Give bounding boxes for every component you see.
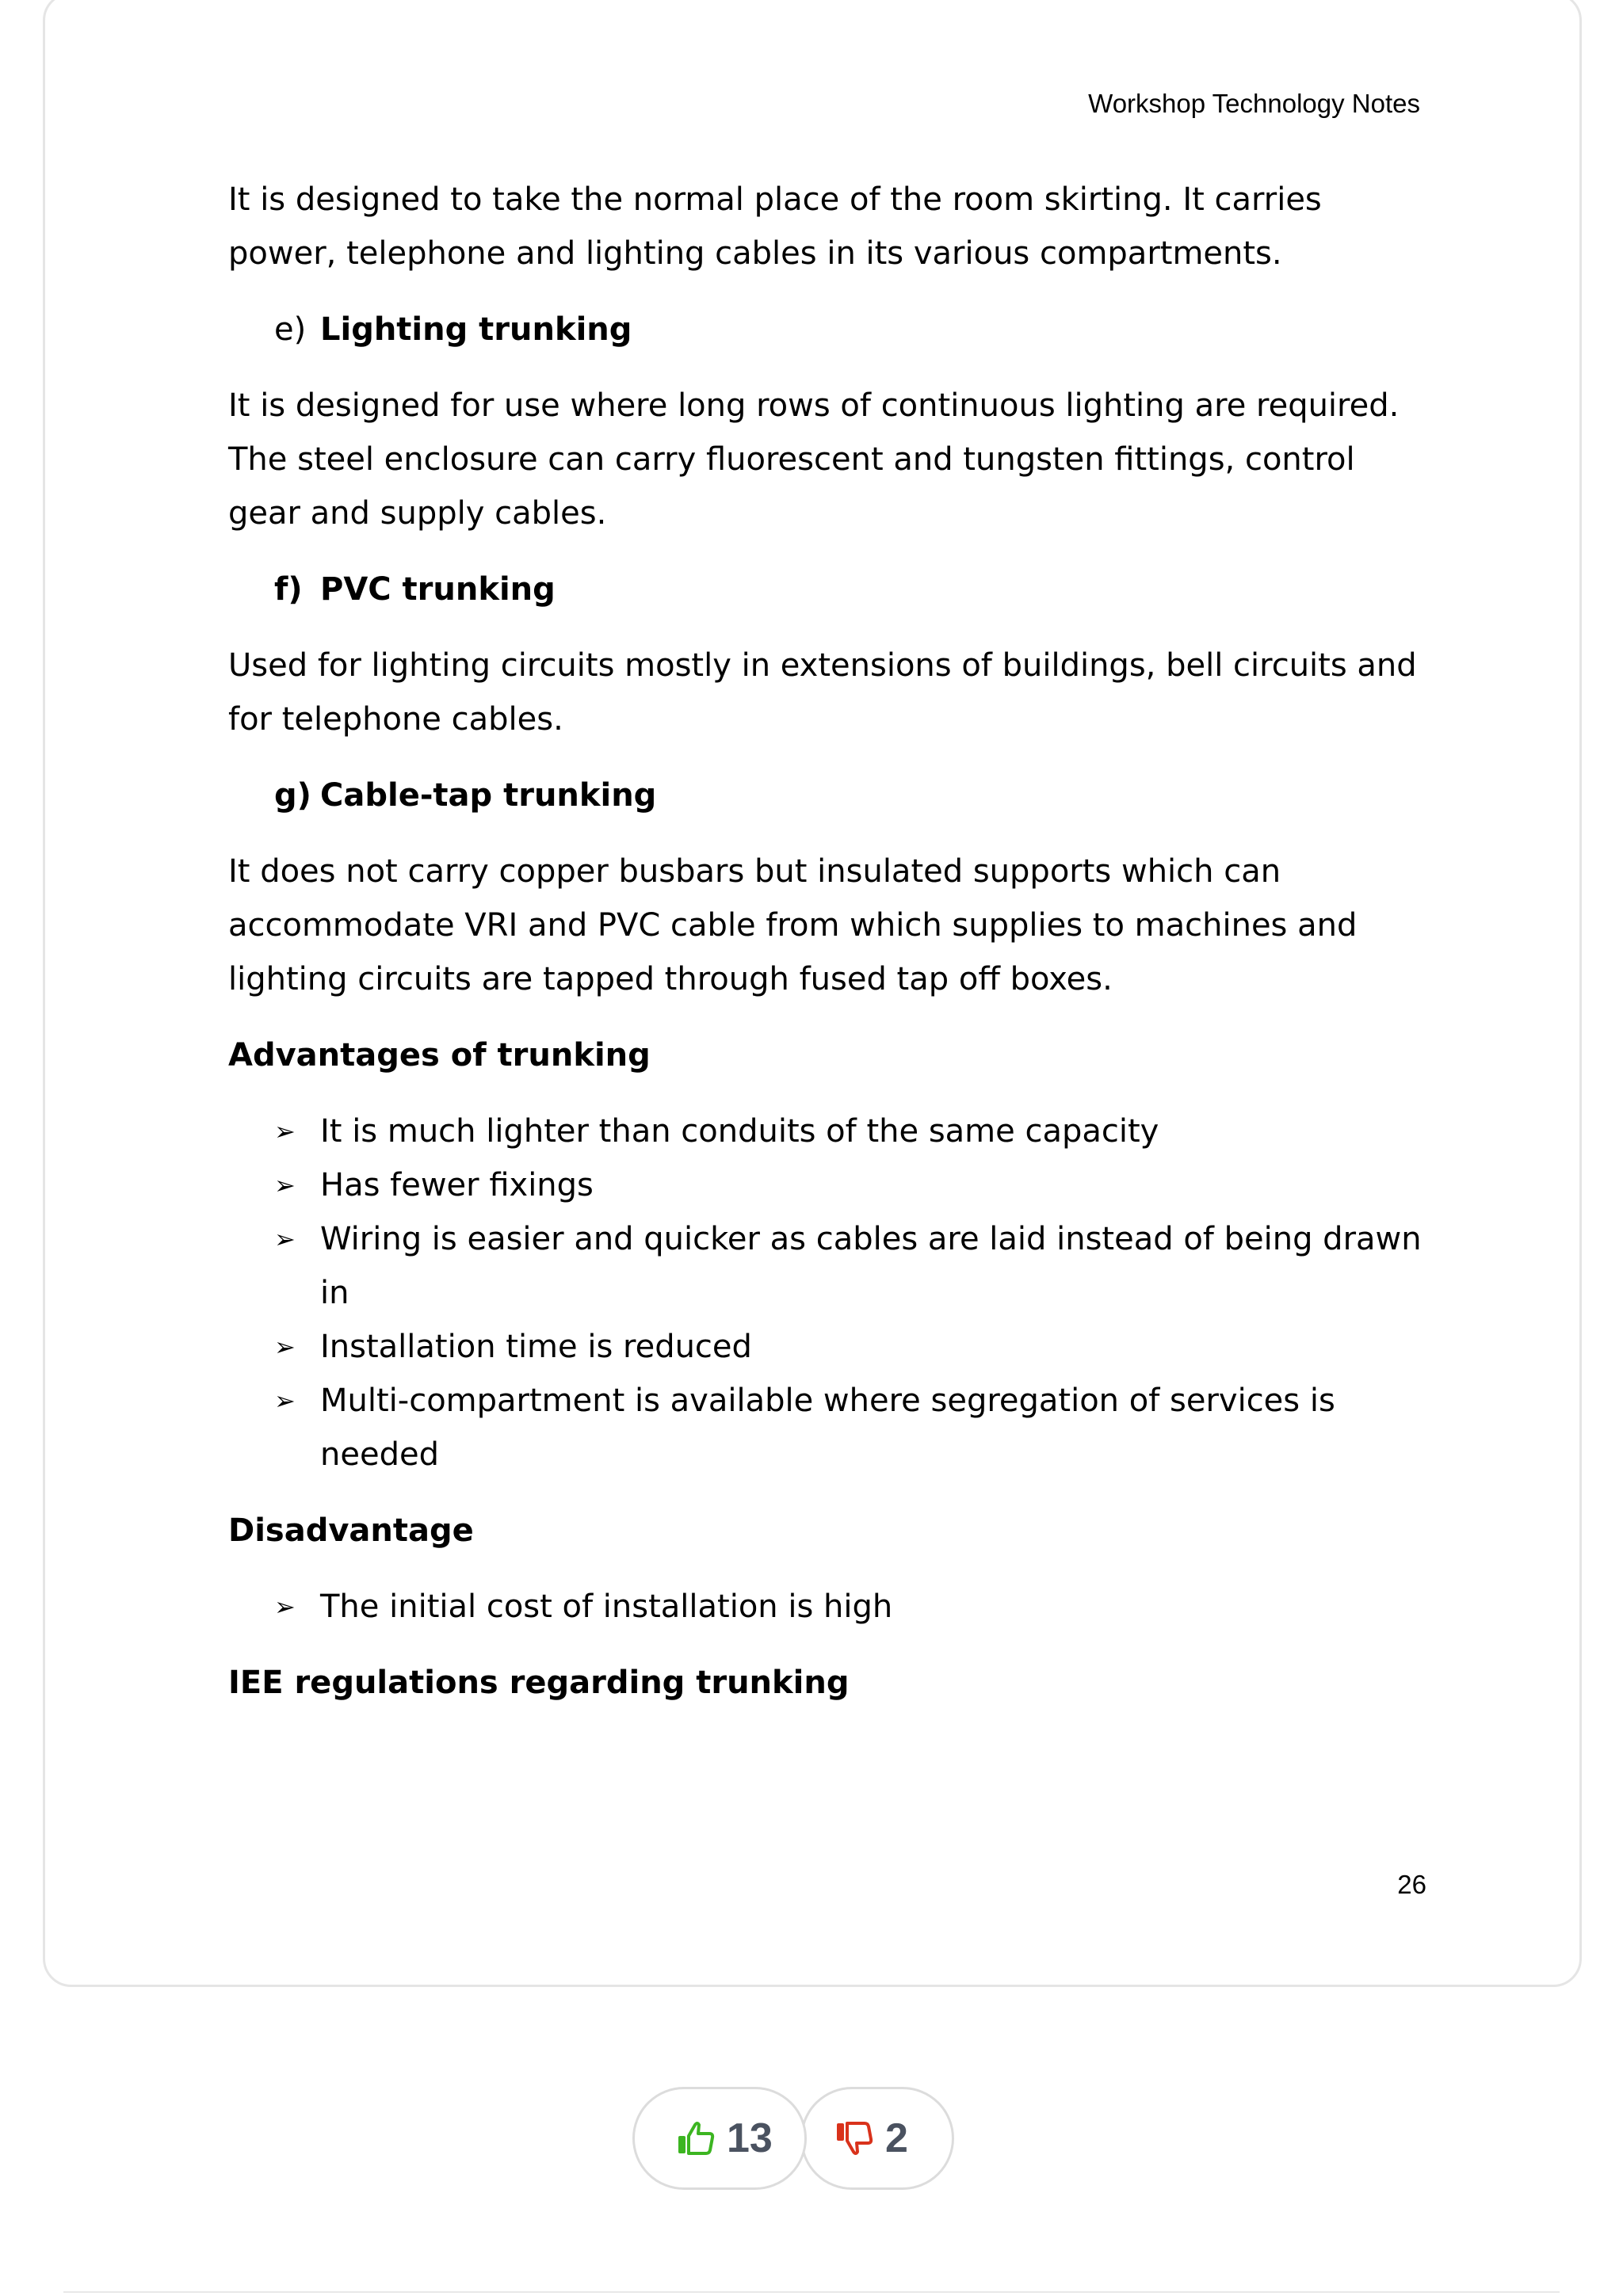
item-title: Cable-tap trunking: [320, 777, 657, 814]
list-item: ➢ The initial cost of installation is high: [228, 1580, 1433, 1634]
list-item: ➢ Has fewer fixings: [228, 1158, 1433, 1212]
item-title: PVC trunking: [320, 571, 556, 608]
upvote-count: 13: [727, 2115, 773, 2161]
vote-bar: [632, 2087, 954, 2193]
bottom-divider: [63, 2291, 1560, 2293]
list-item: ➢ Wiring is easier and quicker as cables are laid instead of being drawn in: [228, 1212, 1433, 1320]
item-marker: e): [274, 311, 307, 348]
arrow-bullet-icon: ➢: [274, 1332, 296, 1362]
arrow-bullet-icon: ➢: [274, 1116, 296, 1146]
arrow-bullet-icon: ➢: [274, 1170, 296, 1200]
pvc-trunking-text: Used for lighting circuits mostly in extensions of buildings, bell circuits and for telephone cables.: [228, 647, 1417, 738]
page-number: 26: [1397, 1870, 1426, 1899]
arrow-bullet-icon: ➢: [274, 1386, 296, 1416]
lighting-trunking-text: It is designed for use where long rows of continuous lighting are required. The steel enclosure can carry fluorescent and tungsten fittings, control gear and supply cables.: [228, 387, 1400, 532]
arrow-bullet-icon: ➢: [274, 1224, 296, 1254]
downvote-button[interactable]: [800, 2087, 954, 2190]
list-item: ➢ Installation time is reduced: [228, 1320, 1433, 1374]
list-item: ➢ Multi-compartment is available where segregation of services is needed: [228, 1374, 1433, 1482]
heading-lighting-trunking: [228, 303, 1433, 357]
item-marker: f): [274, 571, 303, 608]
running-header: Workshop Technology Notes: [1088, 89, 1420, 118]
advantages-heading: Advantages of trunking: [228, 1037, 651, 1074]
arrow-bullet-icon: ➢: [274, 1592, 296, 1622]
thumbs-up-icon: [676, 2119, 716, 2158]
upvote-button[interactable]: [632, 2087, 807, 2190]
heading-pvc-trunking: [228, 563, 1433, 616]
downvote-count: 2: [885, 2115, 908, 2161]
intro-paragraph: It is designed to take the normal place of the room skirting. It carries power, telephone and lighting cables in its various compartments.: [228, 181, 1322, 272]
page-content: [228, 173, 1433, 1710]
disadvantage-list: [228, 1580, 1433, 1634]
heading-cable-tap-trunking: [228, 769, 1433, 822]
iee-regulations-heading: IEE regulations regarding trunking: [228, 1665, 850, 1701]
cable-tap-trunking-text: It does not carry copper busbars but insulated supports which can accommodate VRI and PVC cable from which supplies to machines and lighting circuits are tapped through fused tap off boxes.: [228, 853, 1358, 997]
list-item: ➢ It is much lighter than conduits of the same capacity: [228, 1104, 1433, 1158]
disadvantage-heading: Disadvantage: [228, 1512, 474, 1549]
thumbs-down-icon: [834, 2119, 874, 2158]
item-marker: g): [274, 777, 311, 814]
item-title: Lighting trunking: [320, 311, 632, 348]
advantages-list: [228, 1104, 1433, 1482]
